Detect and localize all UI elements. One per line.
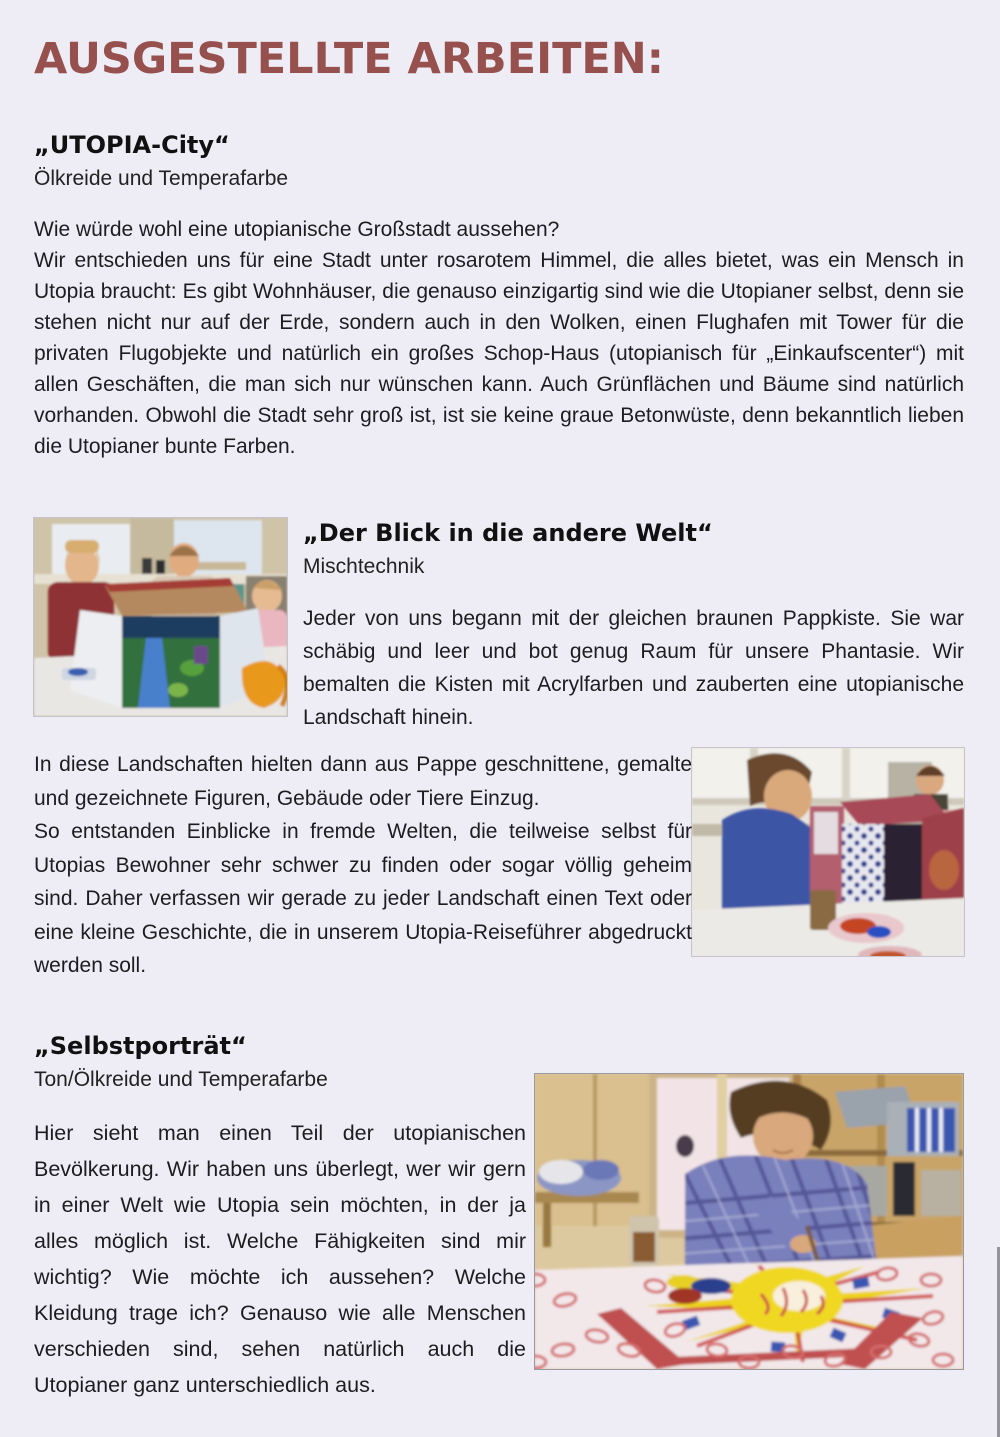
paragraph-einblicke: So entstanden Einblicke in fremde Welten, die teilweise selbst für Utopias Bewohner sehr schwer zu finden oder sogar völlig geheim sind. Daher verfassen wir gerade zu jeder Landschaft einen Text oder eine kleine Geschichte, die in unserem Utopia-Reiseführer abgedruckt werden soll.: [34, 820, 692, 977]
section-heading-utopia-city: „UTOPIA-City“: [34, 131, 230, 159]
paragraph-pappkiste: Jeder von uns begann mit der gleichen braunen Pappkiste. Sie war schäbig und leer und bot genug Raum für unsere Phantasie. Wir bemalten die Kisten mit Acrylfarben und zauberten eine utopianische Landschaft hinein.: [303, 607, 964, 729]
photo-boy-painting-sun-illustration: [535, 1074, 963, 1369]
photo-boy-painting-box: [692, 748, 964, 956]
section-heading-selbstportraet: „Selbstporträt“: [34, 1031, 247, 1060]
section-utopia-city: [34, 130, 964, 462]
photo-children-diorama: [34, 518, 287, 716]
photo-boy-painting-sun: [534, 1073, 964, 1370]
technique-label-utopia-city: Ölkreide und Temperafarbe: [34, 167, 289, 190]
technique-label-selbstportraet: Ton/Ölkreide und Temperafarbe: [34, 1067, 328, 1091]
section-heading-der-blick: „Der Blick in die andere Welt“: [303, 519, 713, 547]
section-selbstportraet: [34, 1031, 964, 1403]
paragraph-selbstportraet: Hier sieht man einen Teil der utopianischen Bevölkerung. Wir haben uns überlegt, wer wir gern in einer Welt wie Utopia sein möchten, in der ja alles möglich ist. Welche Fähigkeiten sind mir wichtig? Wie möchte ich aussehen? Welche Kleidung trage ich? Genauso wie alle Menschen verschieden sind, sehen natürlich auch die Utopianer ganz unterschiedlich aus.: [34, 1120, 526, 1397]
paragraph-utopia-question: Wie würde wohl eine utopianische Großstadt aussehen?: [34, 218, 560, 241]
technique-label-der-blick: Mischtechnik: [303, 555, 425, 578]
photo-children-diorama-illustration: [34, 518, 287, 716]
paragraph-landschaften: In diese Landschaften hielten dann aus Pappe geschnittene, gemalte und gezeichnete Figuren, Gebäude oder Tiere Einzug.: [34, 753, 692, 810]
section-der-blick: [34, 518, 964, 983]
paragraph-utopia-description: Wir entschieden uns für eine Stadt unter rosarotem Himmel, die alles bietet, was ein Mensch in Utopia braucht: Es gibt Wohnhäuser, die genauso einzigartig sind wie die Utopianer selbst, denn sie stehen nicht nur auf der Erde, sondern auch in den Wolken, einen Flughafen mit Tower für die privaten Flugobjekte und natürlich ein großes Schop-Haus (utopianisch für „Einkaufscenter“) mit allen Geschäften, die man sich nur wünschen kann. Auch Grünflächen und Bäume sind natürlich vorhanden. Obwohl die Stadt sehr groß ist, ist sie keine graue Betonwüste, denn bekanntlich lieben die Utopianer bunte Farben.: [34, 249, 964, 458]
photo-boy-painting-box-illustration: [692, 748, 964, 956]
page-title: AUSGESTELLTE ARBEITEN:: [34, 34, 664, 84]
